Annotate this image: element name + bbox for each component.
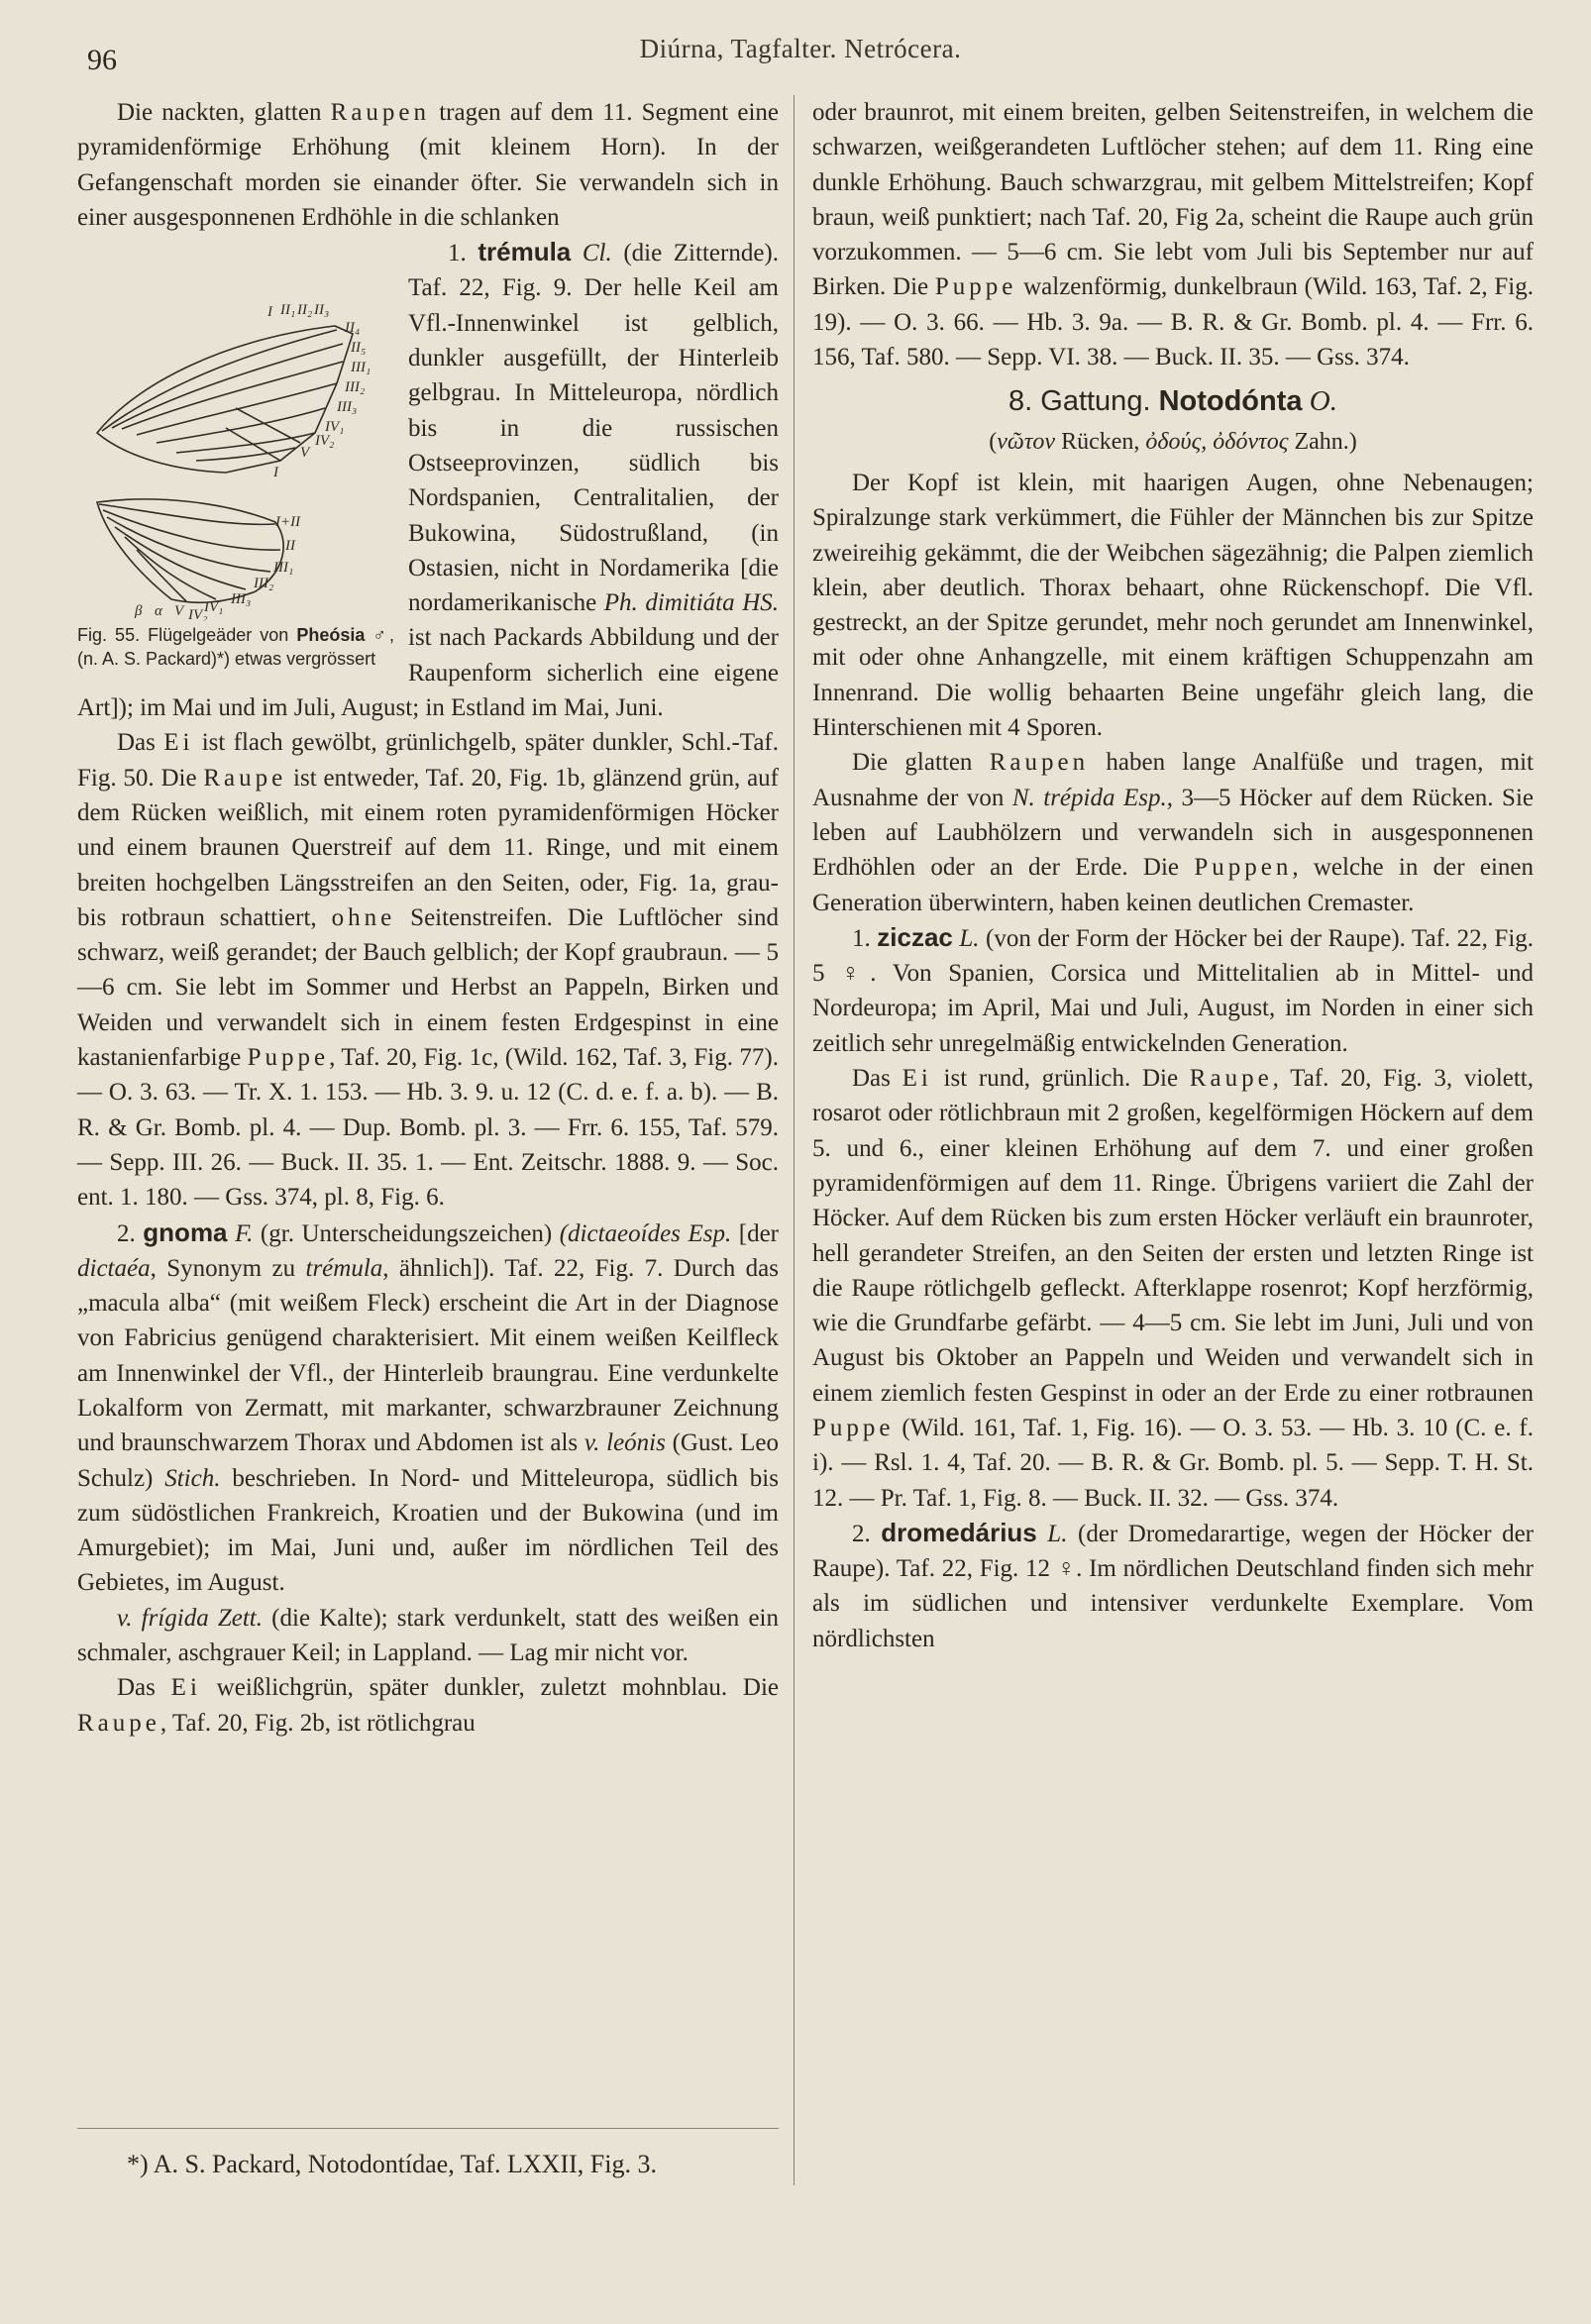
page-number: 96	[87, 44, 117, 76]
genus-etymology: (νῶτον Rücken, ὀδούς, ὀδόντος Zahn.)	[989, 428, 1357, 455]
svg-text:V: V	[174, 603, 184, 620]
running-title: Diúrna, Tagfalter. Netrócera.	[639, 34, 962, 63]
right-column	[812, 95, 1534, 1656]
left-column	[77, 95, 779, 1741]
genus-heading: 8. Gattung. Notodónta O.	[1008, 385, 1337, 418]
svg-text:II₄: II₄	[345, 320, 361, 337]
gnoma-continuation: oder braunrot, mit einem breiten, gelben Seitenstreifen, in welchem die schwarzen, weißgerandeten Luftlöcher stehen; auf dem 11. Ring eine dunkle Erhöhung. Bauch schwarzgrau, mit gelbem Mittelstreifen; Kopf braun, weiß punktiert; nach Taf. 20, Fig 2a, scheint die Raupe auch grün vorzukommen. — 5—6 cm. Sie lebt vom Juli bis September nur auf Birken. Die Puppe walzenförmig, dunkelbraun (Wild. 163, Taf. 2, Fig. 19). — O. 3. 66. — Hb. 3. 9a. — B. R. & Gr. Bomb. pl. 4. — Frr. 6. 156, Taf. 580. — Sepp. VI. 38. — Buck. II. 35. — Gss. 374.	[812, 99, 1535, 371]
species-gnoma: 2. gnoma F. (gr. Unterscheidungszeichen) (dictaeoídes Esp. [der dictaéa, Synonym zu trémula, ähnlich]). Taf. 22, Fig. 7. Durch das „macula alba“ (mit weißem Fleck) erscheint die Art in der Diagnose von Fabricius genügend charakterisiert. Mit einem weißen Keilfleck am Innenwinkel der Vfl., der Hinterleib braungrau. Eine verdunkelte Lokalform von Zermatt, mit markanter, schwarzbrauner Zeichnung und braunschwarzem Thorax und Abdomen ist als v. leónis (Gust. Leo Schulz) Stich. beschrieben. In Nord- und Mitteleuropa, südlich bis zum südöstlichen Frankreich, Kroatien und der Bukowina (und im Amurgebiet); im Mai, Juni und, außer im nördlichen Teil des Gebietes, im August.	[77, 1216, 779, 1597]
variety-frigida: v. frígida Zett. (die Kalte); stark verdunkelt, statt des weißen ein schmaler, aschgrauer Keil; in Lappland. — Lag mir nicht vor.	[77, 1604, 779, 1667]
svg-text:IV₂: IV₂	[188, 607, 208, 622]
svg-text:II₃: II₃	[314, 302, 330, 319]
tremula-egg-larva: Das Ei ist flach gewölbt, grünlichgelb, später dunkler, Schl.-Taf. Fig. 50. Die Raupe ist entweder, Taf. 20, Fig. 1b, glänzend grün, auf dem Rücken weißlich, mit einem roten pyramidenförmigen Höcker und einem braunen Querstreif auf dem 11. Ringe, und mit einem breiten hochgelben Längsstreifen an den Seiten, oder, Fig. 1a, grau- bis rotbraun schattiert, ohne Seitenstreifen. Die Luftlöcher sind schwarz, weiß gerandet; der Bauch gelblich; der Kopf graubraun. — 5—6 cm. Sie lebt im Sommer und Herbst an Pappeln, Birken und Weiden und verwandelt sich in einem festen Erdgespinst in eine kastanienfarbige Puppe, Taf. 20, Fig. 1c, (Wild. 162, Taf. 3, Fig. 77). — O. 3. 63. — Tr. X. 1. 153. — Hb. 3. 9. u. 12 (C. d. e. f. a. b). — B. R. & Gr. Bomb. pl. 4. — Dup. Bomb. pl. 3. — Frr. 6. 155, Taf. 579. — Sepp. III. 26. — Buck. II. 35. 1. — Ent. Zeitschr. 1888. 9. — Soc. ent. 1. 180. — Gss. 374, pl. 8, Fig. 6.	[77, 729, 780, 1212]
svg-text:V: V	[300, 445, 310, 462]
genus-description: Der Kopf ist klein, mit haarigen Augen, ohne Nebenaugen; Spiralzunge stark verkümmert, die Fühler der Männchen bis zur Spitze zweireihig gekämmt, die der Weibchen sägezähnig; die Palpen ziemlich klein, aber deutlich. Thorax behaart, ohne Rückenschopf. Die Vfl. gestreckt, an der Spitze gerundet, mehr noch gerundet am Innenwinkel, mit oder ohne Anhangzelle, mit einem kräftigen Schuppenzahn am Innenrand. Die wollig behaarten Beine ungefähr gleich lang, die Hinterschienen mit 4 Sporen.	[812, 469, 1534, 742]
svg-text:III₂: III₂	[254, 576, 274, 592]
wing-venation-figure	[77, 235, 394, 677]
svg-text:α: α	[155, 603, 162, 620]
species-tremula: 1. trémula Cl. (die Zitternde). Taf. 22, Fig. 9. Der helle Keil am Vfl.-Innenwinkel ist gelblich, dunkler ausgefüllt, der Hinterleib gelbgrau. In Mitteleuropa, nördlich bis in die russischen Ostseeprovinzen, südlich bis Nordspanien, Centralitalien, der Bukowina, Südostrußland, (in Ostasien, nicht in Nordamerika [die nordamerikanische Ph. dimitiáta HS. ist nach Packards Abbildung und der Raupenform sicherlich eine eigene Art]); im Mai und im Juli, August; in Estland im Mai, Juni.	[77, 237, 779, 722]
column-rule	[794, 95, 795, 2185]
ziczac-egg-larva: Das Ei ist rund, grünlich. Die Raupe, Taf. 20, Fig. 3, violett, rosarot oder rötlichbraun mit 2 großen, kegelförmigen Höckern auf dem 5. und 6., einer kleinen Erhöhung auf dem 7. und einer großen pyramidenförmigen auf dem 11. Ringe. Übrigens variiert die Zahl der Höcker. Auf dem Rücken bis zum ersten Höcker verläuft ein braunroter, hell gerandeter Streifen, an den Seiten der ersten und letzten Ringe ist die Raupe rötlichgelb gefleckt. Afterklappe rosenrot; Kopf herzförmig, wie die Grundfarbe gefärbt. — 4—5 cm. Sie lebt im Juni, Juli und von August bis Oktober an Pappeln und Weiden und verwandelt sich in einem ziemlich festen Gespinst in oder an der Erde zu einer rotbraunen Puppe (Wild. 161, Taf. 1, Fig. 16). — O. 3. 53. — Hb. 3. 10 (C. e. f. i). — Rsl. 1. 4, Taf. 20. — B. R. & Gr. Bomb. pl. 5. — Sepp. T. H. St. 12. — Pr. Taf. 1, Fig. 8. — Buck. II. 32. — Gss. 374.	[812, 1065, 1534, 1512]
svg-text:II₁: II₁	[280, 302, 296, 319]
svg-text:IV₂: IV₂	[315, 433, 335, 450]
svg-text:II: II	[285, 538, 295, 555]
svg-text:III₁: III₁	[273, 560, 294, 577]
species-ziczac: 1. ziczac L. (von der Form der Höcker bei der Raupe). Taf. 22, Fig. 5 ♀. Von Spanien, Corsica und Mittelitalien ab in Mittel- und Nordeuropa; im April, Mai und Juli, August, im Norden in einer sich zeitlich sehr unregelmäßig entwickelnden Generation.	[812, 921, 1535, 1057]
wing-venation-diagram	[77, 235, 394, 621]
svg-text:β: β	[135, 603, 143, 620]
species-dromedarius: 2. dromedárius L. (der Dromedarartige, wegen der Höcker der Raupe). Taf. 22, Fig. 12 ♀. Im nördlichen Deutschland finden sich mehr als im südlichen und intensiver verdunkelte Exemplare. Vom nördlichsten	[812, 1517, 1535, 1652]
svg-text:III₂: III₂	[345, 379, 366, 396]
svg-text:III₃: III₃	[337, 399, 358, 416]
svg-text:III₁: III₁	[351, 360, 371, 376]
svg-text:I: I	[273, 465, 278, 481]
svg-text:II₂: II₂	[297, 302, 313, 319]
genus-larvae: Die glatten Raupen haben lange Analfüße und tragen, mit Ausnahme der von N. trépida Esp., 3—5 Höcker auf dem Rücken. Sie leben auf Laubhölzern und verwandeln sich in ausgesponnenen Erdhöhlen oder an der Erde. Die Puppen, welche in der einen Generation überwintern, haben keinen deutlichen Cremaster.	[812, 749, 1535, 916]
svg-text:III₃: III₃	[231, 591, 252, 608]
gnoma-egg-larva: Das Ei weißlichgrün, später dunkler, zuletzt mohnblau. Die Raupe, Taf. 20, Fig. 2b, ist rötlichgrau	[77, 1674, 779, 1737]
page-header	[79, 30, 1522, 76]
svg-text:I+II: I+II	[275, 514, 301, 531]
intro-paragraph: Die nackten, glatten Raupen tragen auf dem 11. Segment eine pyramidenförmige Erhöhung (mit kleinem Horn). In der Gefangenschaft morden sie einander öfter. Sie verwandeln sich in einer ausgesponnenen Erdhöhle in die schlanken	[77, 99, 779, 231]
figure-caption: Fig. 55. Flügelgeäder von Pheósia ♂, (n. A. S. Packard)*) etwas vergrössert	[77, 625, 394, 670]
footnote: *) A. S. Packard, Notodontídae, Taf. LXXII, Fig. 3.	[127, 2150, 657, 2178]
footnote-rule	[77, 2128, 779, 2129]
svg-text:II₅: II₅	[351, 340, 367, 357]
svg-text:IV₁: IV₁	[325, 419, 345, 436]
svg-text:IV₁: IV₁	[204, 599, 224, 616]
fw-label: I	[267, 304, 272, 321]
